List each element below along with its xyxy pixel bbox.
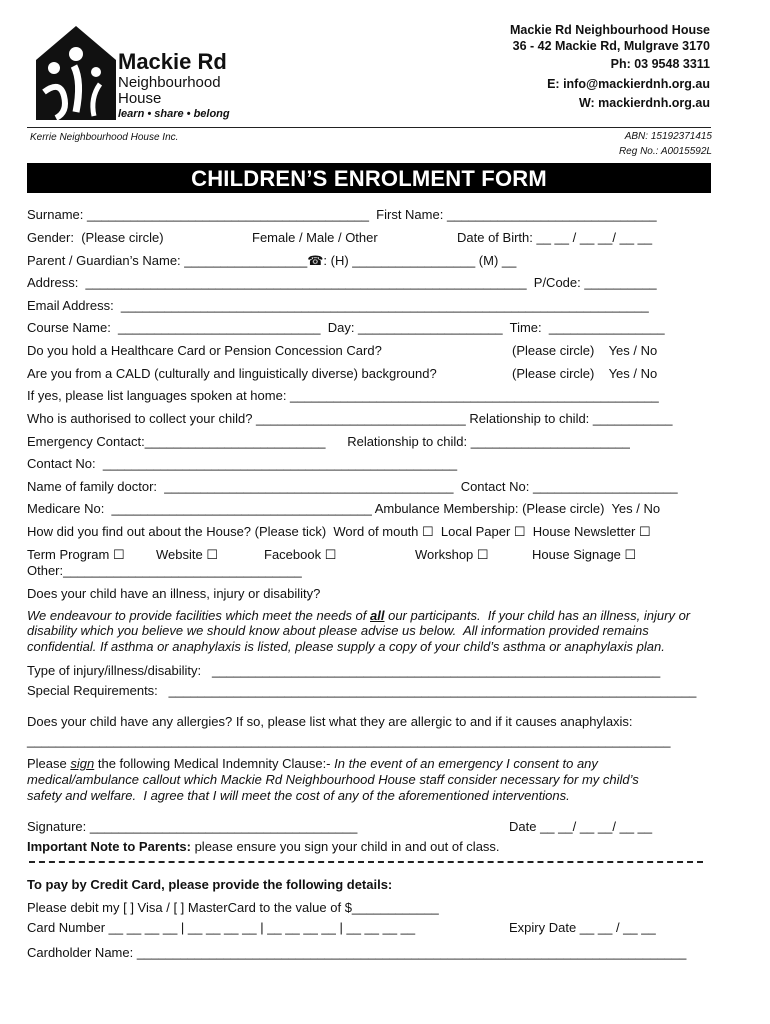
injury-type-field[interactable]: Type of injury/illness/disability: ______________________________________________________________ [27, 663, 661, 678]
logo-line1: Mackie Rd [118, 49, 227, 74]
address-field[interactable]: Address: _____________________________________________________________ P/Code: __________ [27, 275, 657, 290]
medical-line3: safety and welfare. I agree that I will meet the cost of any of the aforementioned interventions. [27, 788, 570, 803]
header-divider [27, 127, 711, 128]
endeavour-1b: all [370, 608, 385, 623]
gender-label: Gender: (Please circle) [27, 230, 164, 245]
illness-question: Does your child have an illness, injury or disability? [27, 586, 321, 601]
medical-1d: In the event of an emergency I consent to any [334, 756, 598, 771]
dashed-divider [29, 861, 703, 863]
cc-expiry-field[interactable]: Expiry Date __ __ / __ __ [509, 920, 656, 935]
signage-checkbox[interactable]: House Signage ☐ [532, 547, 637, 562]
logo-line2: Neighbourhood [118, 74, 221, 91]
course-field[interactable]: Course Name: ____________________________ Day: ____________________ Time: ________________ [27, 320, 665, 335]
logo [30, 22, 260, 122]
cald-question: Are you from a CALD (culturally and linguistically diverse) background? [27, 366, 437, 381]
logo-line3: House [118, 90, 162, 107]
medical-line1 [27, 756, 598, 771]
special-req-field[interactable]: Special Requirements: _________________________________________________________________________ [27, 683, 697, 698]
facebook-checkbox[interactable]: Facebook ☐ [264, 547, 337, 562]
reg-no: Reg No.: A0015592L [618, 146, 712, 157]
abn: ABN: 15192371415 [624, 131, 712, 142]
endeavour-line3: confidential. If asthma or anaphylaxis is listed, please supply a copy of your child’s asthma or anaphylaxis plan. [27, 639, 665, 654]
medical-1c: the following Medical Indemnity Clause:- [94, 756, 335, 771]
cc-debit-field[interactable]: Please debit my [ ] Visa / [ ] MasterCard to the value of $____________ [27, 900, 439, 915]
important-label: Important Note to Parents: [27, 839, 191, 854]
header-address: 36 - 42 Mackie Rd, Mulgrave 3170 [512, 39, 710, 53]
cc-number-field[interactable]: Card Number __ __ __ __ | __ __ __ __ | __ __ __ __ | __ __ __ __ [27, 920, 416, 935]
parent-field[interactable]: Parent / Guardian’s Name: _________________☎: (H) _________________ (M) __ [27, 253, 517, 268]
medicare-field[interactable]: Medicare No: ____________________________________ Ambulance Membership: (Please circle) Yes / No [27, 501, 661, 516]
emergency-field[interactable]: Emergency Contact:_________________________ Relationship to child: ______________________ [27, 434, 630, 449]
endeavour-1c: our participants. If your child has an illness, injury or [384, 608, 691, 623]
cardholder-field[interactable]: Cardholder Name: ____________________________________________________________________________ [27, 945, 687, 960]
important-note [27, 839, 500, 854]
term-program-checkbox[interactable]: Term Program ☐ [27, 547, 125, 562]
medical-1a: Please [27, 756, 71, 771]
gender-options[interactable]: Female / Male / Other [252, 230, 378, 245]
cald-options[interactable]: (Please circle) Yes / No [512, 366, 658, 381]
allergies-question: Does your child have any allergies? If so, please list what they are allergic to and if it causes anaphylaxis: [27, 714, 633, 729]
header-email: E: info@mackierdnh.org.au [547, 77, 710, 91]
doctor-field[interactable]: Name of family doctor: ________________________________________ Contact No: ____________________ [27, 479, 678, 494]
surname-field[interactable]: Surname: _______________________________________ First Name: _____________________________ [27, 207, 657, 222]
signature-date-field[interactable]: Date __ __/ __ __/ __ __ [509, 819, 653, 834]
languages-field[interactable]: If yes, please list languages spoken at home: ___________________________________________________ [27, 388, 659, 403]
website-checkbox[interactable]: Website ☐ [156, 547, 218, 562]
email-field[interactable]: Email Address: _________________________________________________________________________ [27, 298, 649, 313]
contact-no-field[interactable]: Contact No: _________________________________________________ [27, 456, 458, 471]
logo-tagline: learn • share • belong [118, 108, 230, 120]
header-phone: Ph: 03 9548 3311 [610, 57, 710, 71]
found-question[interactable]: How did you find out about the House? (Please tick) Word of mouth ☐ Local Paper ☐ House Newsletter ☐ [27, 524, 651, 539]
endeavour-line1 [27, 608, 690, 623]
healthcare-options[interactable]: (Please circle) Yes / No [512, 343, 658, 358]
header-org-name: Mackie Rd Neighbourhood House [509, 23, 710, 37]
workshop-checkbox[interactable]: Workshop ☐ [415, 547, 489, 562]
dob-field[interactable]: Date of Birth: __ __ / __ __/ __ __ [457, 230, 653, 245]
signature-field[interactable]: Signature: _____________________________________ [27, 819, 358, 834]
important-text: please ensure you sign your child in and out of class. [190, 839, 500, 854]
cc-heading: To pay by Credit Card, please provide the following details: [27, 877, 393, 892]
authorised-field[interactable]: Who is authorised to collect your child? _____________________________ Relationship to child: ___________ [27, 411, 673, 426]
medical-1b: sign [70, 756, 95, 771]
header-web: W: mackierdnh.org.au [578, 96, 710, 110]
endeavour-line2: disability which you believe we should know about please advise us below. All information provided remains [27, 623, 649, 638]
medical-line2: medical/ambulance callout which Mackie Rd Neighbourhood House staff consider necessary for my child’s [27, 772, 639, 787]
endeavour-1a: We endeavour to provide facilities which meet the needs of [27, 608, 371, 623]
house-logo-icon [30, 22, 122, 122]
healthcare-question: Do you hold a Healthcare Card or Pension Concession Card? [27, 343, 382, 358]
other-field[interactable]: Other:_________________________________ [27, 563, 302, 578]
form-title: CHILDREN’S ENROLMENT FORM [191, 166, 547, 191]
allergies-line[interactable]: _________________________________________________________________________________________ [27, 733, 671, 748]
incorporated-name: Kerrie Neighbourhood House Inc. [30, 132, 179, 143]
form-title-bar [27, 163, 711, 193]
